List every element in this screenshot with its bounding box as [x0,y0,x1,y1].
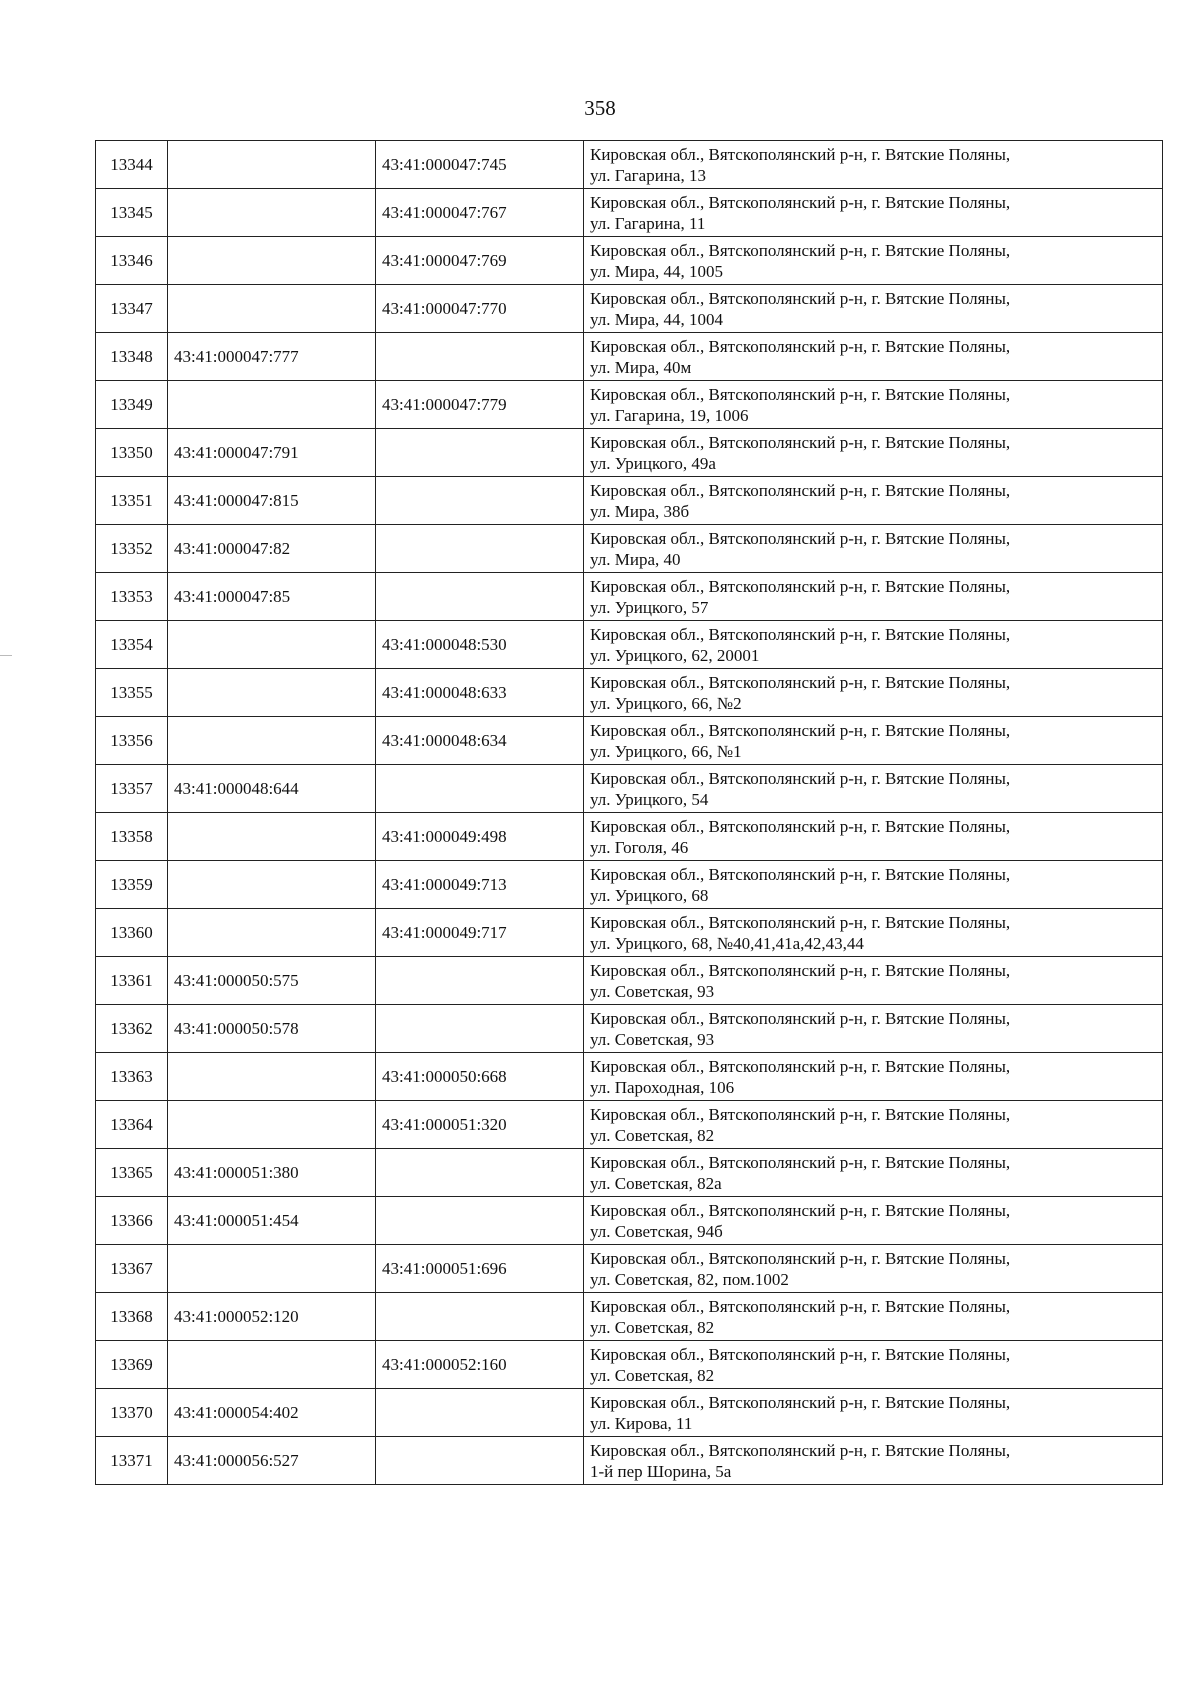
address-line-street: ул. Урицкого, 62, 20001 [590,645,760,665]
address-line-street: ул. Советская, 82 [590,1365,715,1385]
row-number-cell: 13354 [96,621,168,669]
address-line-region: Кировская обл., Вятскополянский р-н, г. Вятские Поляны, [590,384,1011,404]
row-number-cell: 13367 [96,1245,168,1293]
cadastral-number-b-cell: 43:41:000047:745 [376,141,584,189]
cadastral-number-b-cell [376,957,584,1005]
row-number-cell: 13366 [96,1197,168,1245]
address-cell [584,1101,1163,1149]
address-cell [584,573,1163,621]
cadastral-number-b-cell: 43:41:000049:713 [376,861,584,909]
cadastral-number-b-cell [376,1293,584,1341]
row-number-cell: 13359 [96,861,168,909]
address-line-street: ул. Советская, 82а [590,1173,722,1193]
cadastral-number-a-cell: 43:41:000054:402 [168,1389,376,1437]
address-line-region: Кировская обл., Вятскополянский р-н, г. Вятские Поляны, [590,288,1011,308]
address-line-street: ул. Гагарина, 11 [590,213,706,233]
address-line-region: Кировская обл., Вятскополянский р-н, г. Вятские Поляны, [590,816,1011,836]
row-number-cell: 13362 [96,1005,168,1053]
cadastral-number-b-cell [376,765,584,813]
cadastral-number-a-cell: 43:41:000047:777 [168,333,376,381]
row-number-cell: 13353 [96,573,168,621]
address-cell [584,1149,1163,1197]
address-line-region: Кировская обл., Вятскополянский р-н, г. Вятские Поляны, [590,192,1011,212]
address-line-street: ул. Урицкого, 66, №1 [590,741,742,761]
table-row [96,1293,1163,1341]
table-row [96,477,1163,525]
address-line-street: ул. Мира, 44, 1004 [590,309,723,329]
address-line-street: ул. Советская, 93 [590,981,715,1001]
cadastral-number-b-cell: 43:41:000048:633 [376,669,584,717]
table-row [96,237,1163,285]
cadastral-number-b-cell [376,525,584,573]
address-line-street: ул. Советская, 93 [590,1029,715,1049]
cadastral-number-b-cell: 43:41:000047:769 [376,237,584,285]
address-cell [584,813,1163,861]
address-line-street: ул. Мира, 40 [590,549,681,569]
address-cell [584,909,1163,957]
table-row [96,525,1163,573]
cadastral-number-a-cell [168,669,376,717]
address-line-street: ул. Мира, 38б [590,501,690,521]
cadastral-number-a-cell [168,717,376,765]
row-number-cell: 13347 [96,285,168,333]
address-line-street: ул. Мира, 44, 1005 [590,261,723,281]
cadastral-number-b-cell: 43:41:000048:530 [376,621,584,669]
address-cell [584,381,1163,429]
cadastral-number-a-cell [168,1101,376,1149]
cadastral-number-a-cell [168,1053,376,1101]
address-line-street: ул. Урицкого, 54 [590,789,709,809]
address-line-street: 1-й пер Шорина, 5а [590,1461,732,1481]
address-cell [584,189,1163,237]
row-number-cell: 13349 [96,381,168,429]
table-row [96,1101,1163,1149]
address-line-street: ул. Советская, 94б [590,1221,723,1241]
address-line-street: ул. Урицкого, 68, №40,41,41а,42,43,44 [590,933,864,953]
cadastral-number-a-cell: 43:41:000052:120 [168,1293,376,1341]
table-row [96,909,1163,957]
address-line-region: Кировская обл., Вятскополянский р-н, г. Вятские Поляны, [590,528,1011,548]
address-cell [584,669,1163,717]
address-line-region: Кировская обл., Вятскополянский р-н, г. Вятские Поляны, [590,768,1011,788]
cadastral-number-a-cell [168,861,376,909]
row-number-cell: 13357 [96,765,168,813]
address-cell [584,621,1163,669]
row-number-cell: 13369 [96,1341,168,1389]
address-line-region: Кировская обл., Вятскополянский р-н, г. Вятские Поляны, [590,1200,1011,1220]
address-cell [584,285,1163,333]
address-line-region: Кировская обл., Вятскополянский р-н, г. Вятские Поляны, [590,672,1011,692]
address-line-region: Кировская обл., Вятскополянский р-н, г. Вятские Поляны, [590,720,1011,740]
cadastral-number-b-cell [376,1005,584,1053]
row-number-cell: 13358 [96,813,168,861]
table-row [96,1245,1163,1293]
table-row [96,717,1163,765]
table-row [96,621,1163,669]
table-row [96,189,1163,237]
address-line-street: ул. Урицкого, 66, №2 [590,693,742,713]
cadastral-number-a-cell [168,381,376,429]
address-line-street: ул. Мира, 40м [590,357,692,377]
table-row [96,765,1163,813]
row-number-cell: 13365 [96,1149,168,1197]
cadastral-number-b-cell: 43:41:000049:498 [376,813,584,861]
address-line-region: Кировская обл., Вятскополянский р-н, г. Вятские Поляны, [590,1392,1011,1412]
cadastral-number-a-cell: 43:41:000047:82 [168,525,376,573]
cadastral-number-a-cell [168,621,376,669]
table-row [96,1053,1163,1101]
cadastral-number-a-cell: 43:41:000056:527 [168,1437,376,1485]
cadastral-number-a-cell: 43:41:000051:380 [168,1149,376,1197]
address-line-region: Кировская обл., Вятскополянский р-н, г. Вятские Поляны, [590,1440,1011,1460]
address-line-region: Кировская обл., Вятскополянский р-н, г. Вятские Поляны, [590,912,1011,932]
cadastral-number-b-cell: 43:41:000047:767 [376,189,584,237]
table-row [96,813,1163,861]
row-number-cell: 13370 [96,1389,168,1437]
address-line-region: Кировская обл., Вятскополянский р-н, г. Вятские Поляны, [590,144,1011,164]
cadastral-number-a-cell [168,237,376,285]
cadastral-number-a-cell [168,1341,376,1389]
address-line-region: Кировская обл., Вятскополянский р-н, г. Вятские Поляны, [590,432,1011,452]
cadastral-number-a-cell: 43:41:000050:578 [168,1005,376,1053]
address-line-region: Кировская обл., Вятскополянский р-н, г. Вятские Поляны, [590,864,1011,884]
address-line-region: Кировская обл., Вятскополянский р-н, г. Вятские Поляны, [590,1008,1011,1028]
address-cell [584,1245,1163,1293]
address-cell [584,333,1163,381]
cadastral-number-a-cell [168,189,376,237]
cadastral-number-b-cell: 43:41:000047:779 [376,381,584,429]
address-line-region: Кировская обл., Вятскополянский р-н, г. Вятские Поляны, [590,624,1011,644]
registry-table [95,140,1163,1485]
row-number-cell: 13360 [96,909,168,957]
address-line-street: ул. Пароходная, 106 [590,1077,735,1097]
registry-table-body [96,141,1163,1485]
cadastral-number-a-cell: 43:41:000047:815 [168,477,376,525]
cadastral-number-b-cell: 43:41:000048:634 [376,717,584,765]
address-cell [584,717,1163,765]
address-line-region: Кировская обл., Вятскополянский р-н, г. Вятские Поляны, [590,480,1011,500]
cadastral-number-b-cell: 43:41:000047:770 [376,285,584,333]
address-cell [584,1197,1163,1245]
page-number: 358 [584,96,616,120]
address-cell [584,765,1163,813]
row-number-cell: 13350 [96,429,168,477]
cadastral-number-a-cell: 43:41:000051:454 [168,1197,376,1245]
cadastral-number-b-cell: 43:41:000049:717 [376,909,584,957]
table-row [96,573,1163,621]
cadastral-number-b-cell [376,1389,584,1437]
row-number-cell: 13345 [96,189,168,237]
row-number-cell: 13351 [96,477,168,525]
row-number-cell: 13346 [96,237,168,285]
table-row [96,1341,1163,1389]
row-number-cell: 13344 [96,141,168,189]
address-line-street: ул. Советская, 82 [590,1125,715,1145]
cadastral-number-a-cell [168,1245,376,1293]
address-cell [584,1389,1163,1437]
cadastral-number-b-cell [376,1149,584,1197]
address-line-region: Кировская обл., Вятскополянский р-н, г. Вятские Поляны, [590,1056,1011,1076]
cadastral-number-b-cell [376,429,584,477]
row-number-cell: 13368 [96,1293,168,1341]
table-row [96,381,1163,429]
address-line-region: Кировская обл., Вятскополянский р-н, г. Вятские Поляны, [590,240,1011,260]
cadastral-number-b-cell [376,333,584,381]
address-cell [584,861,1163,909]
row-number-cell: 13352 [96,525,168,573]
address-cell [584,237,1163,285]
table-row [96,1389,1163,1437]
address-line-street: ул. Гагарина, 19, 1006 [590,405,749,425]
row-number-cell: 13361 [96,957,168,1005]
table-row [96,1005,1163,1053]
address-line-region: Кировская обл., Вятскополянский р-н, г. Вятские Поляны, [590,576,1011,596]
address-cell [584,1341,1163,1389]
table-row [96,669,1163,717]
row-number-cell: 13356 [96,717,168,765]
address-cell [584,429,1163,477]
table-row [96,957,1163,1005]
cadastral-number-a-cell: 43:41:000047:85 [168,573,376,621]
address-cell [584,1293,1163,1341]
table-row [96,1437,1163,1485]
row-number-cell: 13364 [96,1101,168,1149]
cadastral-number-b-cell: 43:41:000052:160 [376,1341,584,1389]
cadastral-number-b-cell: 43:41:000051:696 [376,1245,584,1293]
cadastral-number-b-cell: 43:41:000051:320 [376,1101,584,1149]
address-cell [584,141,1163,189]
row-number-cell: 13371 [96,1437,168,1485]
address-line-street: ул. Гагарина, 13 [590,165,706,185]
cadastral-number-a-cell [168,285,376,333]
cadastral-number-b-cell [376,1197,584,1245]
address-line-street: ул. Кирова, 11 [590,1413,693,1433]
cadastral-number-a-cell [168,813,376,861]
cadastral-number-a-cell [168,909,376,957]
cadastral-number-a-cell: 43:41:000047:791 [168,429,376,477]
table-row [96,285,1163,333]
address-line-street: ул. Урицкого, 49а [590,453,716,473]
address-line-region: Кировская обл., Вятскополянский р-н, г. Вятские Поляны, [590,336,1011,356]
address-cell [584,957,1163,1005]
cadastral-number-b-cell [376,573,584,621]
cadastral-number-a-cell: 43:41:000050:575 [168,957,376,1005]
table-row [96,1197,1163,1245]
cadastral-number-a-cell [168,141,376,189]
address-line-street: ул. Гоголя, 46 [590,837,689,857]
table-row [96,1149,1163,1197]
cadastral-number-b-cell [376,477,584,525]
row-number-cell: 13355 [96,669,168,717]
cadastral-number-a-cell: 43:41:000048:644 [168,765,376,813]
cadastral-number-b-cell [376,1437,584,1485]
row-number-cell: 13363 [96,1053,168,1101]
address-line-region: Кировская обл., Вятскополянский р-н, г. Вятские Поляны, [590,1248,1011,1268]
margin-mark [0,655,12,656]
address-cell [584,1053,1163,1101]
address-cell [584,1437,1163,1485]
address-cell [584,1005,1163,1053]
table-row [96,429,1163,477]
table-row [96,333,1163,381]
row-number-cell: 13348 [96,333,168,381]
address-line-region: Кировская обл., Вятскополянский р-н, г. Вятские Поляны, [590,960,1011,980]
table-row [96,861,1163,909]
address-line-region: Кировская обл., Вятскополянский р-н, г. Вятские Поляны, [590,1152,1011,1172]
address-line-street: ул. Урицкого, 57 [590,597,709,617]
address-line-street: ул. Советская, 82, пом.1002 [590,1269,789,1289]
address-line-region: Кировская обл., Вятскополянский р-н, г. Вятские Поляны, [590,1104,1011,1124]
address-line-region: Кировская обл., Вятскополянский р-н, г. Вятские Поляны, [590,1296,1011,1316]
address-cell [584,477,1163,525]
address-line-street: ул. Советская, 82 [590,1317,715,1337]
address-line-street: ул. Урицкого, 68 [590,885,709,905]
address-line-region: Кировская обл., Вятскополянский р-н, г. Вятские Поляны, [590,1344,1011,1364]
table-row [96,141,1163,189]
cadastral-number-b-cell: 43:41:000050:668 [376,1053,584,1101]
address-cell [584,525,1163,573]
